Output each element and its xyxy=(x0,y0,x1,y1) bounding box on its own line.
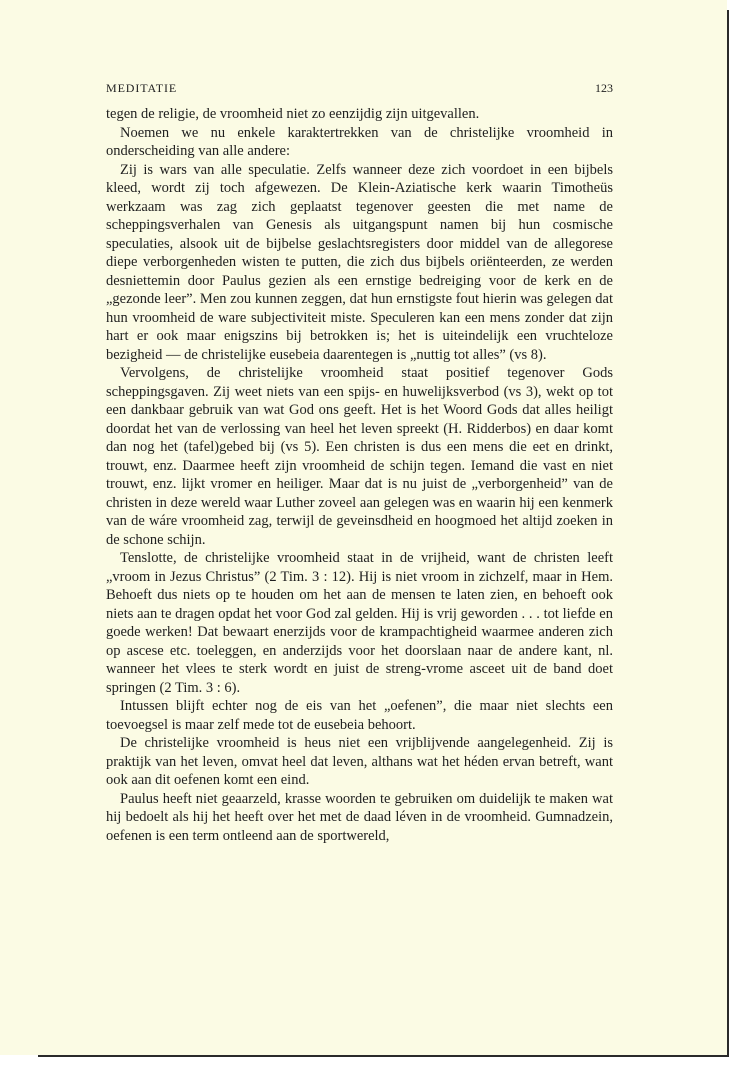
page-edge-right xyxy=(727,10,729,1057)
running-head: MEDITATIE xyxy=(106,81,178,95)
paragraph: Noemen we nu enkele karaktertrekken van de christelijke vroomheid in onderscheiding van alle andere: xyxy=(106,124,613,159)
paragraph: tegen de religie, de vroomheid niet zo eenzijdig zijn uitgevallen. xyxy=(106,106,480,122)
paragraph: Paulus heeft niet geaarzeld, krasse woorden te gebruiken om duidelijk te maken wat hij bedoelt als hij het heeft over het met de daad léven in de vroomheid. Gumnadzein, oefenen is een term ontleend aan de sportwereld, xyxy=(106,790,613,844)
paragraph: Vervolgens, de christelijke vroomheid staat positief tegenover Gods scheppingsgaven. Zij weet niets van een spijs- en huwelijksverbod (vs 3), wekt op tot een dankbaar gebruik van wat God ons geeft. Het is het Woord Gods dat alles heiligt doordat het van de verlossing van heel het leven spreekt (H. Ridderbos) en daar komt dan nog het (tafel)gebed bij (vs 5). Een christen is dus een mens die eet en drinkt, trouwt, enz. Daarmee heeft zijn vroomheid de schijn tegen. Iemand die vast en niet trouwt, enz. lijkt vromer en heiliger. Maar dat is nu juist de „verborgenheid” van de christen in deze wereld waar Luther zoveel aan gelegen was en waarin hij een kenmerk van de wáre vroomheid zag, terwijl de geveinsdheid en hoogmoed het altijd zoeken in de schone schijn. xyxy=(106,365,613,548)
paragraph: Zij is wars van alle speculatie. Zelfs wanneer deze zich voordoet in een bijbels kleed, wordt zij toch afgewezen. De Klein-Aziatische kerk waarin Timotheüs werkzaam was zag zich geplaatst tegenover geesten die met name de scheppingsverhalen van Genesis als uitgangspunt namen bij hun cosmische speculaties, alsook uit de bijbelse geslachtsregisters door middel van de allegorese diepe verborgenheden wisten te putten, die zich dus bijbels oriënteerden, ze werden desniettemin door Paulus gezien als een ernstige bedreiging voor de kerk en de „gezonde leer”. Men zou kunnen zeggen, dat hun ernstigste fout hierin was gelegen dat hun vroomheid de ware subjectiviteit miste. Speculeren kan een mens zonder dat zijn hart er ook maar enigszins bij betrokken is; het is uiteindelijk een vruchteloze bezigheid — de christelijke eusebeia daarentegen is „nuttig tot alles” (vs 8). xyxy=(106,161,613,363)
paragraph: De christelijke vroomheid is heus niet een vrijblijvende aangelegenheid. Zij is praktijk van het leven, omvat heel dat leven, althans wat het héden ervan betreft, want ook aan dit oefenen komt een eind. xyxy=(106,735,613,788)
page-number: 123 xyxy=(595,81,613,95)
body-text xyxy=(106,105,613,845)
paragraph: Tenslotte, de christelijke vroomheid staat in de vrijheid, want de christen leeft „vroom in Jezus Christus” (2 Tim. 3 : 12). Hij is niet vroom in zichzelf, maar in Hem. Behoeft dus niets op te houden om het aan de mensen te laten zien, en behoeft ook niets aan te dragen opdat het voor God zal gelden. Hij is vrij geworden . . . tot liefde en goede werken! Dat bewaart enerzijds voor de krampachtigheid waarmee anderen zich op ascese etc. toeleggen, en anderzijds voor het doorslaan naar de andere kant, nl. wanneer het vlees te sterk wordt en juist de streng-vrome asceet uit de band doet springen (2 Tim. 3 : 6). xyxy=(106,550,613,696)
page-edge-bottom xyxy=(38,1055,729,1057)
page-header xyxy=(106,81,613,99)
paragraph: Intussen blijft echter nog de eis van het „oefenen”, die maar niet slechts een toevoegsel is maar zelf mede tot de eusebeia behoort. xyxy=(106,698,613,733)
